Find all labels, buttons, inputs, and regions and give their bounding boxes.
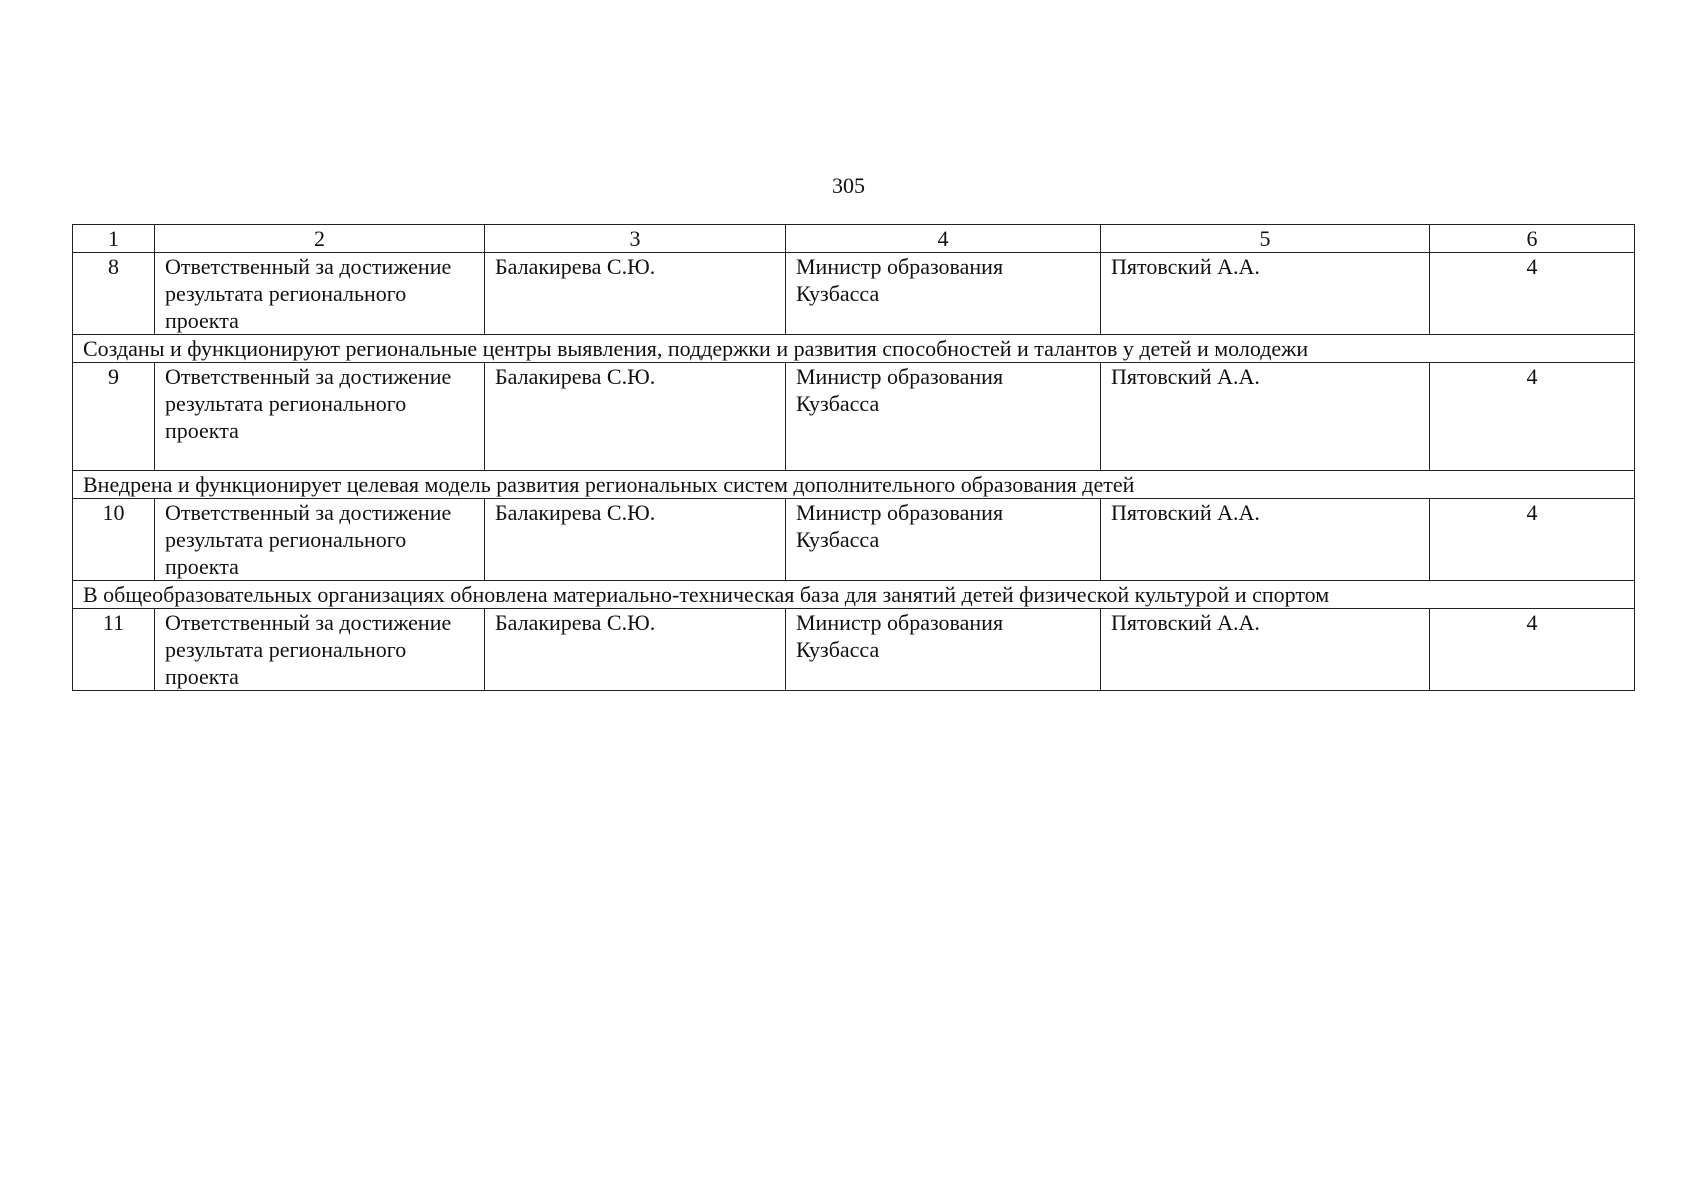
value-cell: 4: [1430, 253, 1635, 335]
column-header: 5: [1101, 225, 1430, 253]
supervisor-role-cell: Министр образования Кузбасса: [786, 609, 1101, 691]
role-cell: Ответственный за достижение результата регионального проекта: [155, 499, 485, 581]
table-row: [73, 363, 1635, 471]
person-cell: Балакирева С.Ю.: [485, 363, 786, 471]
responsibility-table: [72, 224, 1635, 691]
role-cell: Ответственный за достижение результата регионального проекта: [155, 609, 485, 691]
supervisor-name-cell: Пятовский А.А.: [1101, 253, 1430, 335]
column-header: 6: [1430, 225, 1635, 253]
section-heading-row: [73, 335, 1635, 363]
supervisor-role-cell: Министр образования Кузбасса: [786, 363, 1101, 471]
value-cell: 4: [1430, 499, 1635, 581]
column-number-row: [73, 225, 1635, 253]
role-cell: Ответственный за достижение результата регионального проекта: [155, 363, 485, 471]
table-row: [73, 253, 1635, 335]
section-heading: Созданы и функционируют региональные центры выявления, поддержки и развития способностей и талантов у детей и молодежи: [73, 335, 1635, 363]
section-heading-row: [73, 471, 1635, 499]
supervisor-role-cell: Министр образования Кузбасса: [786, 253, 1101, 335]
section-heading-row: [73, 581, 1635, 609]
section-heading: Внедрена и функционирует целевая модель развития региональных систем дополнительного образования детей: [73, 471, 1635, 499]
column-header: 1: [73, 225, 155, 253]
table-row: [73, 499, 1635, 581]
row-number: 9: [73, 363, 155, 471]
person-cell: Балакирева С.Ю.: [485, 499, 786, 581]
column-header: 2: [155, 225, 485, 253]
page-number: 305: [832, 173, 865, 198]
value-cell: 4: [1430, 609, 1635, 691]
person-cell: Балакирева С.Ю.: [485, 253, 786, 335]
value-cell: 4: [1430, 363, 1635, 471]
column-header: 3: [485, 225, 786, 253]
supervisor-name-cell: Пятовский А.А.: [1101, 609, 1430, 691]
supervisor-name-cell: Пятовский А.А.: [1101, 499, 1430, 581]
table-row: [73, 609, 1635, 691]
section-heading: В общеобразовательных организациях обновлена материально-техническая база для занятий детей физической культурой и спортом: [73, 581, 1635, 609]
column-header: 4: [786, 225, 1101, 253]
person-cell: Балакирева С.Ю.: [485, 609, 786, 691]
supervisor-role-cell: Министр образования Кузбасса: [786, 499, 1101, 581]
supervisor-name-cell: Пятовский А.А.: [1101, 363, 1430, 471]
row-number: 11: [73, 609, 155, 691]
role-cell: Ответственный за достижение результата регионального проекта: [155, 253, 485, 335]
row-number: 8: [73, 253, 155, 335]
row-number: 10: [73, 499, 155, 581]
